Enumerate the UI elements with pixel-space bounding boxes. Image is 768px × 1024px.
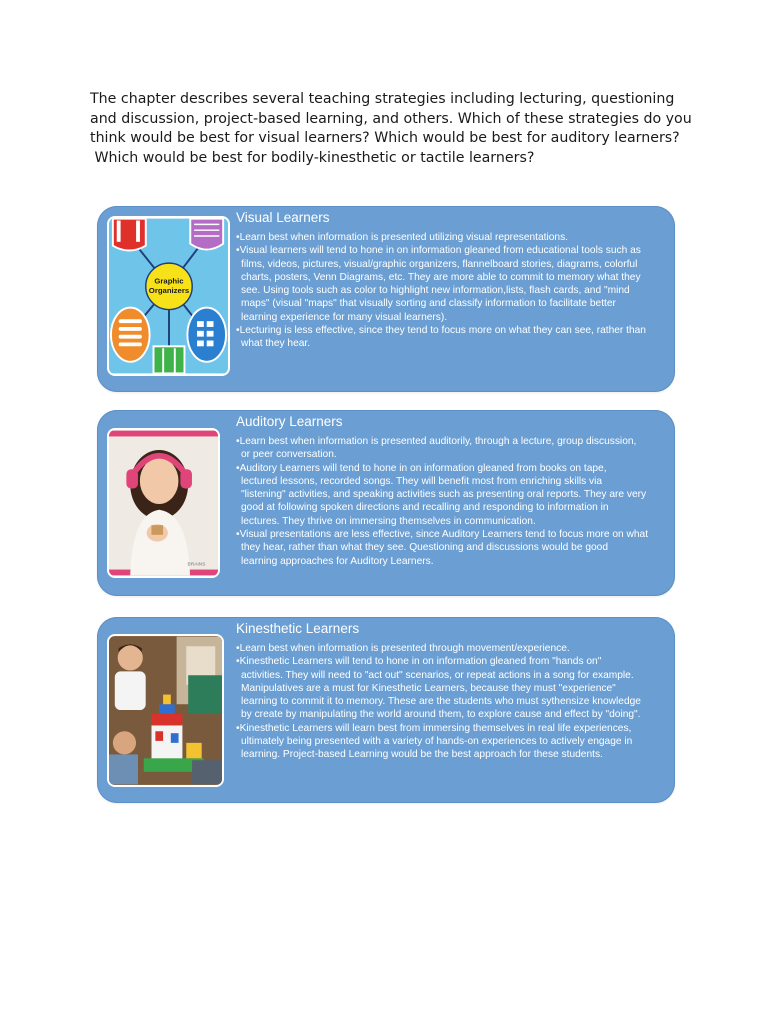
bullet-line: see. Using tools such as color to highlight new information,lists, flash cards, and "mind <box>241 285 630 297</box>
bullet-line: by create by manipulating the world around them, to explore cause and effect by "doing". <box>241 709 641 721</box>
bullet-line: •Kinesthetic Learners will learn best from immersing themselves in real life experiences, <box>236 722 632 734</box>
bullet-line: activities. They will need to "act out" scenarios, or repeat actions in a song for example. <box>241 669 634 681</box>
svg-text:Organizers: Organizers <box>148 286 190 296</box>
bullet-line: learning experience for many visual learners). <box>241 311 448 323</box>
card-body <box>236 231 672 351</box>
bullet-line: films, videos, pictures, visual/graphic organizers, flannelboard stories, diagrams, colorful <box>241 258 638 270</box>
bullet-line: •Learn best when information is presented through movement/experience. <box>236 643 570 654</box>
bullet-line: charts, posters, Venn Diagrams, etc. They are more able to commit to memory what they <box>241 271 641 283</box>
card-title: Visual Learners <box>236 210 330 225</box>
bullet-line: •Auditory Learners will tend to hone in on information gleaned from books on tape, <box>236 462 607 474</box>
bullet-line: •Lecturing is less effective, since they tend to focus more on what they can see, rather than <box>236 325 646 337</box>
bullet-line: Manipulatives are a must for Kinesthetic Learners, because they must "experience" <box>241 682 616 694</box>
intro-question <box>90 90 690 168</box>
bullet-line: •Learn best when information is presented utilizing visual representations. <box>236 232 569 243</box>
auditory-learners-card <box>97 410 675 596</box>
bullet-line: •Learn best when information is presented auditorily, through a lecture, group discussion, <box>236 436 637 447</box>
card-body <box>236 435 672 568</box>
intro-line: and discussion, project-based learning, and others. Which of these strategies do you <box>90 110 692 127</box>
bullet-line: •Visual presentations are less effective, since Auditory Learners tend to focus more on what <box>236 529 649 541</box>
svg-text:BRAINS: BRAINS <box>187 562 206 568</box>
bullet-line: lectured lessons, recorded songs. They will benefit most from enriching skills via <box>241 475 603 487</box>
bullet-line: learning. Project-based Learning would be the best approach for these students. <box>241 749 603 761</box>
bullet-line: "listening" activities, and speaking activities such as presenting oral reports. They are very <box>241 489 647 501</box>
bullet-line: learning to commit it to memory. These are the students who must sythensize knowledge <box>241 696 641 708</box>
children-building-blocks-image <box>107 634 224 787</box>
graphic-organizer-image <box>107 216 230 376</box>
intro-line: Which would be best for bodily-kinesthetic or tactile learners? <box>90 149 535 166</box>
bullet-line: or peer conversation. <box>241 449 337 461</box>
visual-learners-card <box>97 206 675 392</box>
card-title: Kinesthetic Learners <box>236 621 360 636</box>
card-title: Auditory Learners <box>236 414 343 429</box>
bullet-line: ultimately being presented with a variety of hands-on experiences to actively engage in <box>241 736 633 748</box>
bullet-line: lectures. They thrive on immersing themselves in communication. <box>241 515 536 527</box>
intro-line: The chapter describes several teaching strategies including lecturing, questioning <box>90 91 675 107</box>
kinesthetic-learners-card <box>97 617 675 803</box>
bullet-line: •Kinesthetic Learners will tend to hone in on information gleaned from "hands on" <box>236 656 602 668</box>
bullet-line: they hear, rather than what they see. Questioning and discussions would be good <box>241 542 608 554</box>
svg-text:Graphic: Graphic <box>154 276 184 286</box>
bullet-line: good at following spoken directions and recalling and responding to information in <box>241 502 609 514</box>
bullet-line: •Visual learners will tend to hone in on information gleaned from educational tools such as <box>236 245 641 257</box>
girl-with-headphones-image <box>107 428 220 578</box>
bullet-line: learning approaches for Auditory Learners. <box>241 555 434 567</box>
bullet-line: maps" (visual "maps" that visually sorting and classify information to facilitate better <box>241 298 616 310</box>
bullet-line: what they hear. <box>241 338 311 350</box>
card-body <box>236 642 672 762</box>
intro-line: think would be best for visual learners? Which would be best for auditory learners? <box>90 130 680 146</box>
